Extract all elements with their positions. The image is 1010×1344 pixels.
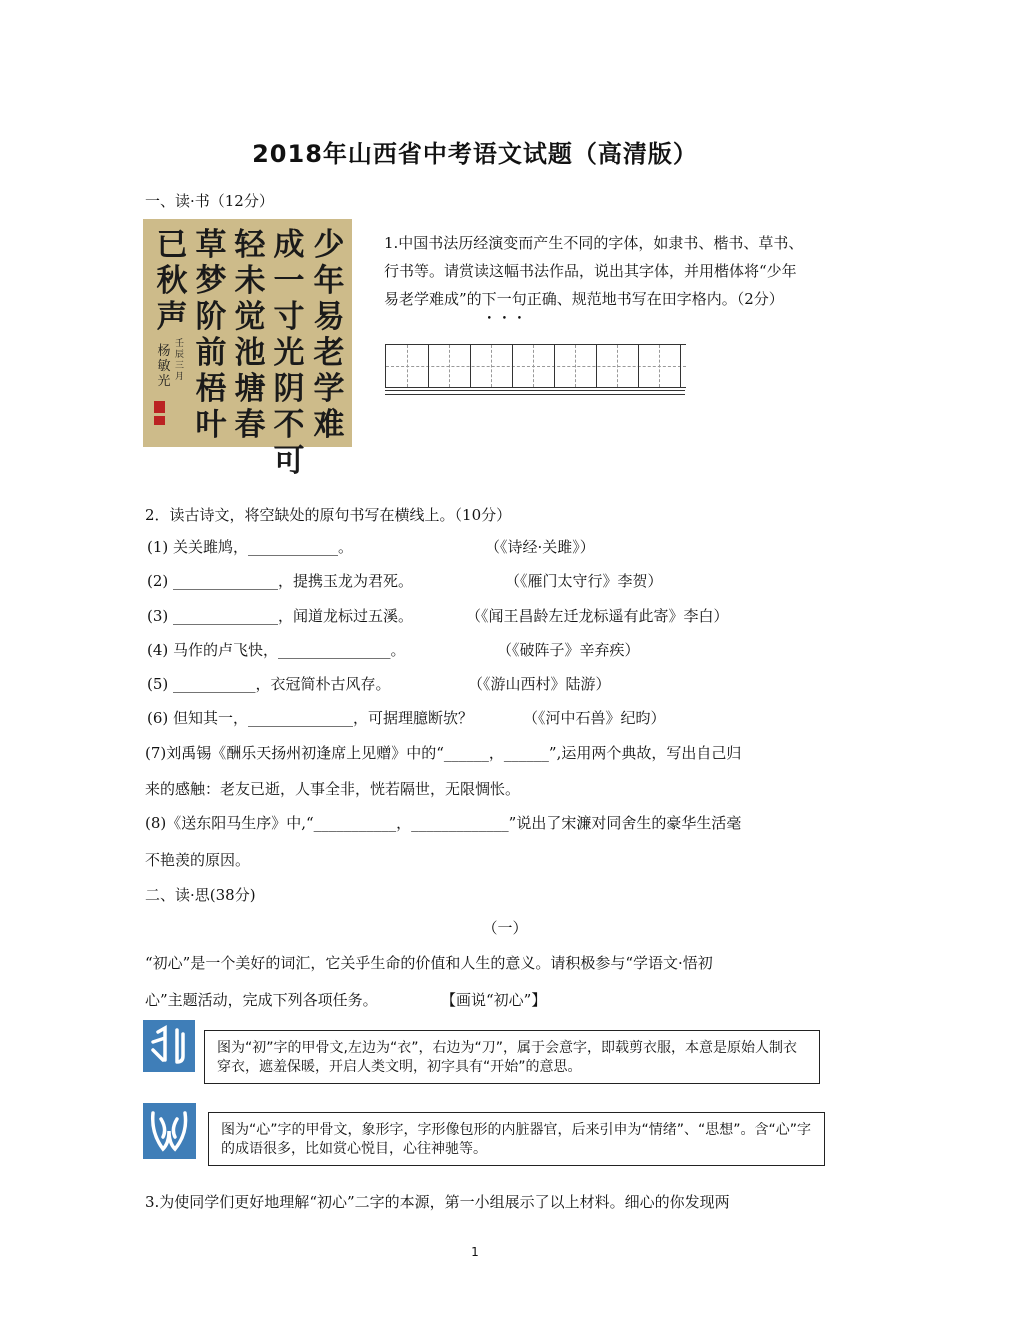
grid-guide-line	[617, 345, 618, 387]
poem-line-4[interactable]	[147, 633, 406, 667]
question-3: 3.为使同学们更好地理解“初心”二字的本源，第一小组展示了以上材料。细心的你发现两	[145, 1193, 730, 1211]
poem-source-1: （《诗经·关雎》）	[485, 538, 595, 556]
poem-line-2[interactable]	[147, 564, 413, 598]
poem-source-6: （《河中石兽》纪昀）	[523, 709, 666, 727]
poem-line-1[interactable]	[147, 530, 353, 564]
calligraphy-image	[143, 219, 352, 479]
poem-source-4: （《破阵子》辛弃疾）	[497, 641, 640, 659]
q2-item8-line2: 不艳羡的原因。	[145, 851, 251, 869]
page-number: 1	[471, 1245, 479, 1259]
q1-text-post: 正确、规范地书写在田字格内。（2分）	[526, 290, 784, 308]
poem-text: 马作的卢飞快，_______________。	[173, 641, 406, 659]
question-1	[384, 229, 808, 313]
q2-item8-line1[interactable]: (8)《送东阳马生序》中,“___________，_____________”说出了宋濂对同舍生的豪华生活毫	[145, 814, 742, 832]
poem-text: 关关雎鸠，____________。	[173, 538, 354, 556]
poem-line-3[interactable]	[147, 599, 413, 633]
info-box-xin: 图为“心”字的甲骨文，象形字，字形像包形的内脏器官，后来引申为“情绪”、“思想”。含“心”字的成语很多，比如赏心悦目，心往神驰等。	[208, 1112, 825, 1166]
grid-guide-line	[491, 345, 492, 387]
q2-intro: 2．读古诗文，将空缺处的原句书写在横线上。（10分）	[145, 506, 512, 524]
grid-underline	[385, 390, 685, 391]
callig-signature-name: 杨敏光	[157, 344, 171, 389]
section-heading-1: 一、读·书（12分）	[145, 192, 274, 210]
item-number: (6)	[147, 709, 169, 727]
poem-line-6[interactable]	[147, 701, 473, 735]
callig-col-2: 成一寸光阴不可	[273, 227, 305, 479]
poem-source-5: （《游山西村》陆游）	[468, 675, 611, 693]
grid-guide-line	[407, 345, 408, 387]
activity-intro-line2: 心”主题活动，完成下列各项任务。	[145, 991, 378, 1009]
grid-guide-line	[449, 345, 450, 387]
poem-line-5[interactable]	[147, 667, 391, 701]
activity-section-label: 【画说“初心”】	[441, 991, 547, 1009]
grid-guide-line	[533, 345, 534, 387]
q1-text-pre: 1.中国书法历经演变而产生不同的字体，如隶书、楷书、草书、行书等。请赏读这幅书法作品，说出其字体，并用楷体将“少年易老学难成”的	[384, 234, 804, 308]
item-number: (5)	[147, 675, 169, 693]
page-title: 2018年山西省中考语文试题（高清版）	[252, 140, 698, 168]
seal-stamp	[154, 401, 165, 413]
seal-stamp-2	[154, 416, 165, 425]
callig-col-5: 已秋声	[156, 227, 188, 335]
oracle-chu-icon	[143, 1020, 195, 1072]
poem-text: ______________，闻道龙标过五溪。	[173, 607, 414, 625]
callig-col-3: 轻未觉池塘春	[234, 227, 266, 443]
item-number: (2)	[147, 572, 169, 590]
poem-text: ___________，衣冠简朴古风存。	[173, 675, 391, 693]
callig-col-4: 草梦阶前梧叶	[195, 227, 227, 443]
poem-text: ______________，提携玉龙为君死。	[173, 572, 414, 590]
section-heading-2: 二、读·思(38分)	[145, 886, 256, 904]
q2-item7-line2: 来的感触：老友已逝，人事全非，恍若隔世，无限惆怅。	[145, 780, 521, 798]
q1-dotted-char: 一	[496, 290, 512, 308]
grid-guide-line	[575, 345, 576, 387]
info-box-chu: 图为“初”字的甲骨文,左边为“衣”，右边为“刀”，属于会意字，即载剪衣服，本意是原始人制衣穿衣，遮羞保暖，开启人类文明，初字具有“开始”的意思。	[204, 1030, 820, 1084]
q1-dotted-char: 句	[511, 290, 527, 308]
item-number: (4)	[147, 641, 169, 659]
grid-underline	[385, 394, 685, 395]
poem-source-2: （《雁门太守行》李贺）	[505, 572, 663, 590]
callig-col-1: 少年易老学难	[313, 227, 345, 443]
poem-source-3: （《闻王昌龄左迁龙标遥有此寄》李白）	[466, 607, 729, 625]
item-number: (1)	[147, 538, 169, 556]
q1-dotted-char: 下	[481, 290, 497, 308]
activity-intro-line1: “初心”是一个美好的词汇，它关乎生命的价值和人生的意义。请积极参与“学语文·悟初	[145, 954, 713, 972]
item-number: (3)	[147, 607, 169, 625]
grid-guide-line	[659, 345, 660, 387]
q2-item7-line1[interactable]: (7)刘禹锡《酬乐天扬州初逢席上见赠》中的“______，______”,运用两个典故，写出自己归	[145, 744, 742, 762]
callig-signature: 壬辰三月	[174, 339, 184, 382]
poem-text: 但知其一，______________，可据理臆断欤？	[173, 709, 474, 727]
tianzige-grid[interactable]	[385, 344, 686, 388]
oracle-xin-icon	[143, 1103, 196, 1159]
subsection-heading: （一）	[482, 919, 528, 937]
